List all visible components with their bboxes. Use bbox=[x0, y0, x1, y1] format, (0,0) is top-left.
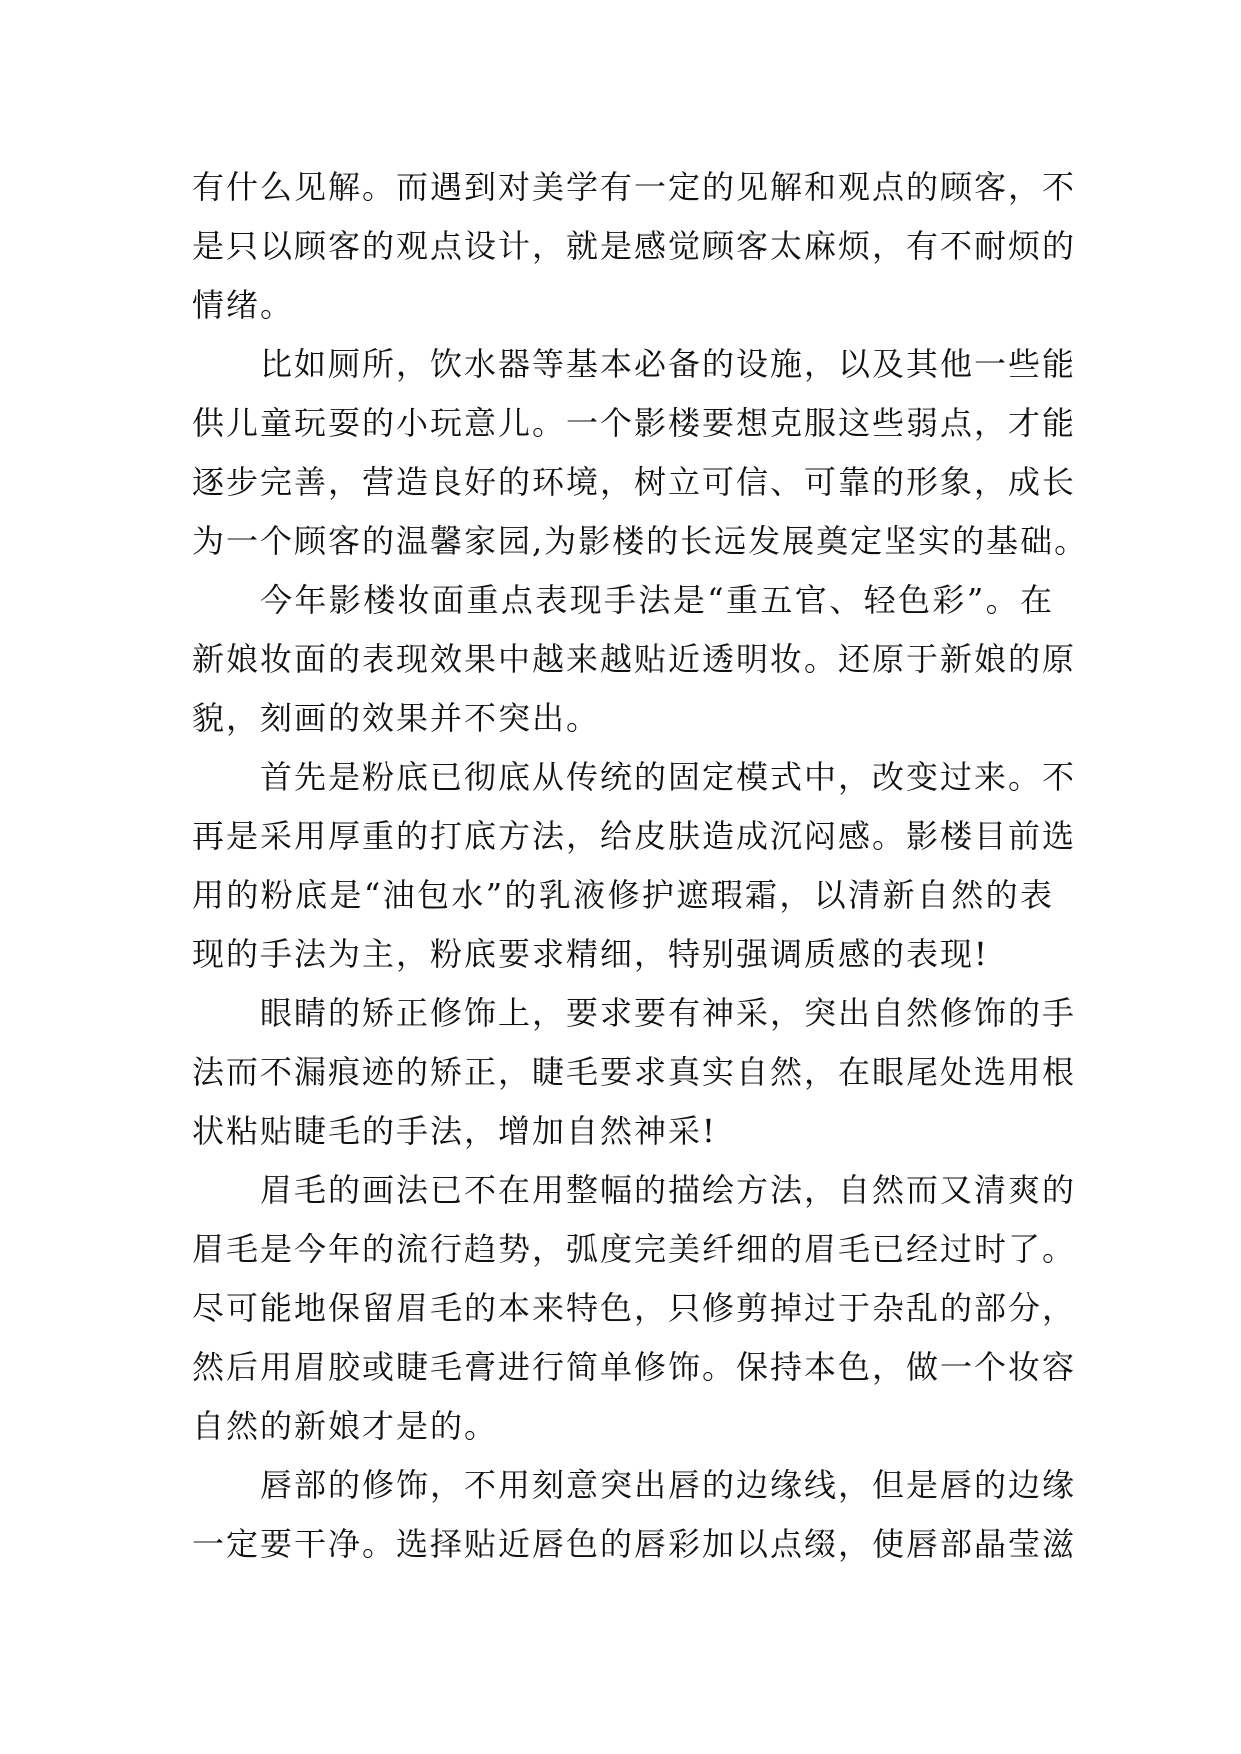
text-line: 一定要干净。选择贴近唇色的唇彩加以点缀，使唇部晶莹滋 bbox=[192, 1525, 1077, 1563]
paragraph-1 bbox=[192, 158, 1077, 335]
text-line: 眉毛是今年的流行趋势，弧度完美纤细的眉毛已经过时了。 bbox=[192, 1230, 1077, 1268]
text-line: 有什么见解。而遇到对美学有一定的见解和观点的顾客，不 bbox=[192, 168, 1077, 206]
text-line: 法而不漏痕迹的矫正，睫毛要求真实自然，在眼尾处选用根 bbox=[192, 1053, 1077, 1091]
text-line: 再是采用厚重的打底方法，给皮肤造成沉闷感。影楼目前选 bbox=[192, 817, 1077, 855]
text-line: 眉毛的画法已不在用整幅的描绘方法，自然而又清爽的 bbox=[260, 1171, 1077, 1209]
paragraph-2 bbox=[192, 335, 1089, 571]
paragraph-5 bbox=[192, 984, 1077, 1161]
text-line: 唇部的修饰，不用刻意突出唇的边缘线，但是唇的边缘 bbox=[260, 1466, 1077, 1504]
text-line: 然后用眉胶或睫毛膏进行简单修饰。保持本色，做一个妆容 bbox=[192, 1348, 1077, 1386]
text-line: 为一个顾客的温馨家园,为影楼的长远发展奠定坚实的基础。 bbox=[192, 522, 1089, 560]
text-line: 貌，刻画的效果并不突出。 bbox=[192, 699, 601, 737]
text-line: 自然的新娘才是的。 bbox=[192, 1407, 499, 1445]
text-line: 现的手法为主，粉底要求精细，特别强调质感的表现! bbox=[192, 935, 989, 973]
text-line: 比如厕所，饮水器等基本必备的设施，以及其他一些能 bbox=[260, 345, 1077, 383]
text-line: 状粘贴睫毛的手法，增加自然神采! bbox=[192, 1112, 717, 1150]
paragraph-4 bbox=[192, 748, 1077, 984]
text-line: 是只以顾客的观点设计，就是感觉顾客太麻烦，有不耐烦的 bbox=[192, 227, 1077, 265]
text-line: 首先是粉底已彻底从传统的固定模式中，改变过来。不 bbox=[260, 758, 1077, 796]
text-line: 用的粉底是“油包水”的乳液修护遮瑕霜，以清新自然的表 bbox=[192, 876, 1054, 914]
text-line: 供儿童玩耍的小玩意儿。一个影楼要想克服这些弱点，才能 bbox=[192, 404, 1077, 442]
text-line: 情绪。 bbox=[192, 286, 295, 324]
document-body bbox=[192, 158, 1089, 1574]
text-line: 今年影楼妆面重点表现手法是“重五官、轻色彩”。在 bbox=[260, 581, 1054, 619]
paragraph-7 bbox=[192, 1456, 1077, 1574]
paragraph-6 bbox=[192, 1161, 1077, 1456]
paragraph-3 bbox=[192, 571, 1077, 748]
text-line: 新娘妆面的表现效果中越来越贴近透明妆。还原于新娘的原 bbox=[192, 640, 1077, 678]
text-line: 眼睛的矫正修饰上，要求要有神采，突出自然修饰的手 bbox=[260, 994, 1077, 1032]
text-line: 尽可能地保留眉毛的本来特色，只修剪掉过于杂乱的部分， bbox=[192, 1289, 1077, 1327]
text-line: 逐步完善，营造良好的环境，树立可信、可靠的形象，成长 bbox=[192, 463, 1077, 501]
